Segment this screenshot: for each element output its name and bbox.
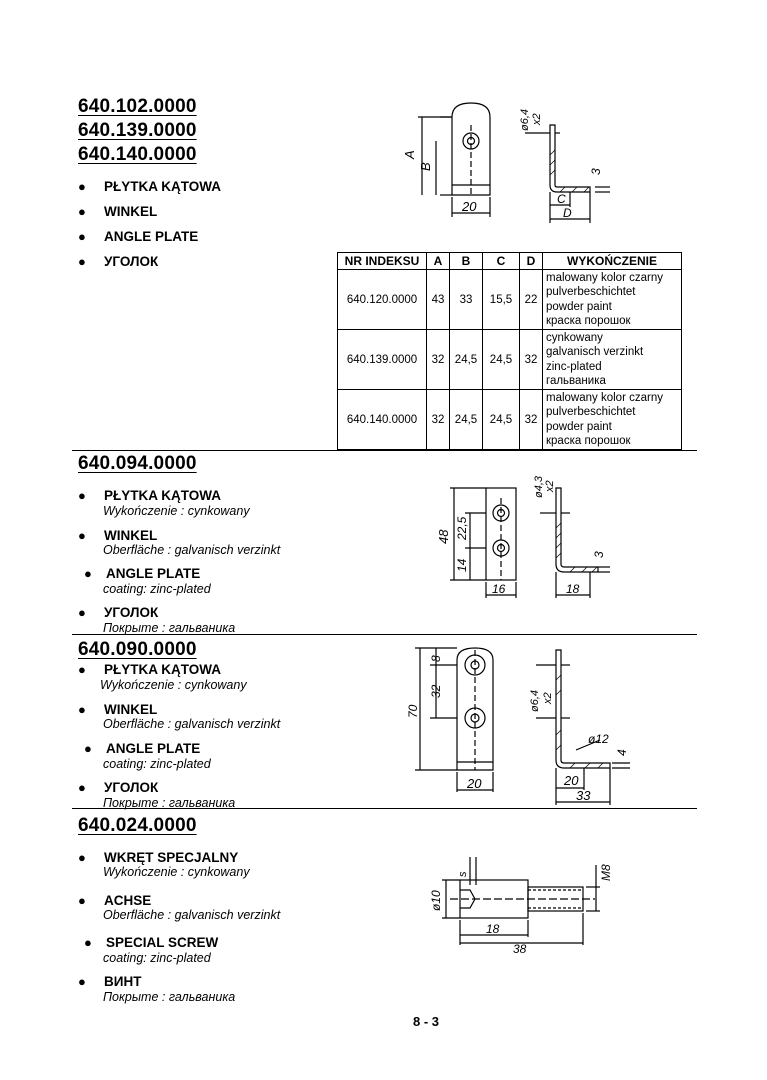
dim-thickness: 3 xyxy=(592,551,606,558)
dim-pitch: 22,5 xyxy=(455,516,469,540)
product-code-2: 640.094.0000 xyxy=(78,453,197,474)
finish-note: Oberfläche : galvanisch verzinkt xyxy=(103,908,281,922)
dim-thickness: 4 xyxy=(615,749,629,756)
table-row: 640.140.0000 32 24,5 24,5 32 malowany kolor czarny pulverbeschichtet powder paint краска порошок xyxy=(338,390,682,450)
dim-d1: 20 xyxy=(564,773,579,788)
table-header: WYKOŃCZENIE xyxy=(543,253,682,270)
dim-C: C xyxy=(557,192,566,206)
finish-note: Wykończenie : cynkowany xyxy=(100,678,247,692)
finish-note: Покрыте : гальваника xyxy=(103,621,236,635)
dim-hole-count: x2 xyxy=(531,113,543,125)
angle-plate-drawing-3 xyxy=(400,640,640,810)
dim-hole: ø6,4 xyxy=(529,689,541,712)
dim-width: 20 xyxy=(467,776,482,791)
dim-thread: M8 xyxy=(599,864,613,881)
dim-socket: s xyxy=(457,871,469,877)
finish-note: Oberfläche : galvanisch verzinkt xyxy=(103,717,281,731)
table-header: NR INDEKSU xyxy=(338,253,427,270)
section-divider xyxy=(72,450,697,451)
page-number: 8 - 3 xyxy=(413,1014,440,1029)
dim-depth: 18 xyxy=(566,582,580,596)
angle-plate-drawing-2 xyxy=(420,468,620,608)
section-divider xyxy=(72,808,697,809)
finish-note: coating: zinc-plated xyxy=(103,757,211,771)
finish-note: Oberfläche : galvanisch verzinkt xyxy=(103,543,281,557)
product-code-3: 640.090.0000 xyxy=(78,639,197,660)
finish-note: coating: zinc-plated xyxy=(103,582,211,596)
product-code-4: 640.024.0000 xyxy=(78,815,197,836)
dim-d2: 33 xyxy=(576,788,591,803)
dim-hole2: ø12 xyxy=(588,732,609,746)
dim-B: B xyxy=(418,162,433,171)
table-row: 640.139.0000 32 24,5 24,5 32 cynkowany galvanisch verzinkt zinc-plated гальваника xyxy=(338,330,682,390)
dim-edge: 14 xyxy=(455,558,469,572)
finish-note: Покрыте : гальваника xyxy=(103,796,236,810)
dim-width: 16 xyxy=(492,582,506,596)
table-header: A xyxy=(427,253,450,270)
table-header: D xyxy=(520,253,543,270)
dim-thickness: 3 xyxy=(589,168,603,175)
dim-hole: ø4,3 xyxy=(533,475,545,498)
product-code-1c: 640.140.0000 xyxy=(78,144,197,165)
finish-note: coating: zinc-plated xyxy=(103,951,211,965)
dim-width: 20 xyxy=(462,199,477,214)
finish-note: Покрыте : гальваника xyxy=(103,990,236,1004)
angle-plate-drawing-1 xyxy=(400,95,630,235)
finish-note: Wykończenie : cynkowany xyxy=(103,504,250,518)
dim-l2: 38 xyxy=(513,942,527,956)
dim-height: 70 xyxy=(406,704,420,718)
table-row: 640.120.0000 43 33 15,5 22 malowany kolor czarny pulverbeschichtet powder paint краска порошок xyxy=(338,270,682,330)
product-code-1a: 640.102.0000 xyxy=(78,96,197,117)
specification-table xyxy=(337,252,682,450)
dim-top: 8 xyxy=(429,655,443,662)
table-header: B xyxy=(450,253,483,270)
product-code-1b: 640.139.0000 xyxy=(78,120,197,141)
section-divider xyxy=(72,634,697,635)
dim-hole-count: x2 xyxy=(542,692,554,704)
dim-D: D xyxy=(563,206,572,220)
dim-l1: 18 xyxy=(486,922,500,936)
dim-A: A xyxy=(402,150,417,159)
dim-height: 48 xyxy=(436,529,451,544)
dim-hole: ø6,4 xyxy=(519,108,531,131)
dim-hole-count: x2 xyxy=(544,480,556,492)
table-header: C xyxy=(483,253,520,270)
special-screw-drawing xyxy=(410,845,620,960)
dim-diameter: ø10 xyxy=(429,890,443,911)
dim-pitch: 32 xyxy=(429,684,443,698)
finish-note: Wykończenie : cynkowany xyxy=(103,865,250,879)
